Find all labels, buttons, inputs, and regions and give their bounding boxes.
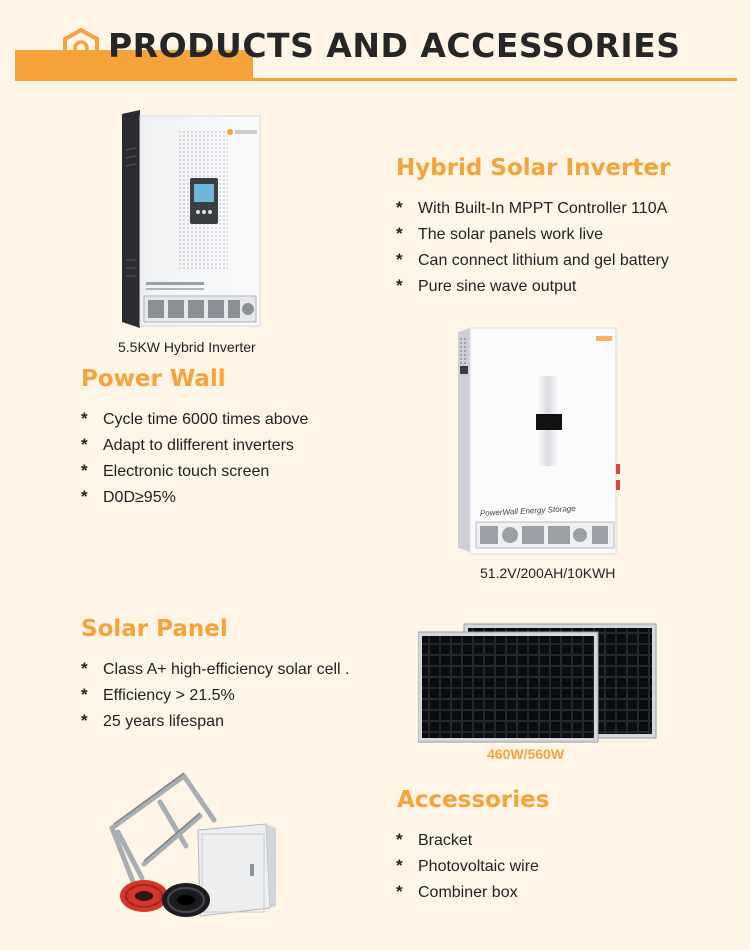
list-item: * Combiner box (396, 879, 539, 905)
list-item: * D0D≥95% (81, 484, 308, 510)
header-underline (15, 78, 737, 81)
inverter-caption: 5.5KW Hybrid Inverter (118, 339, 256, 355)
list-item: * Can connect lithium and gel battery (396, 247, 669, 273)
bullet-star: * (396, 224, 403, 243)
list-item: * Efficiency > 21.5% (81, 682, 349, 708)
accessories-feature-list (396, 827, 539, 905)
accessories-image (100, 768, 278, 922)
powerwall-label: PowerWall Energy Storage (479, 503, 576, 518)
bullet-star: * (396, 276, 403, 295)
list-item: * With Built-In MPPT Controller 110A (396, 195, 669, 221)
bullet-star: * (396, 882, 403, 901)
hybrid-inverter-image (118, 110, 266, 332)
powerwall-image (456, 326, 624, 558)
list-item: * Pure sine wave output (396, 273, 669, 299)
powerwall-caption: 51.2V/200AH/10KWH (480, 565, 616, 581)
list-item: * Photovoltaic wire (396, 853, 539, 879)
bullet-star: * (81, 487, 88, 506)
accessories-title: Accessories (397, 787, 550, 813)
bullet-star: * (81, 659, 88, 678)
bullet-star: * (81, 461, 88, 480)
list-item: * 25 years lifespan (81, 708, 349, 734)
bullet-star: * (81, 409, 88, 428)
powerwall-title: Power Wall (81, 366, 226, 392)
bullet-star: * (81, 685, 88, 704)
list-item: * Bracket (396, 827, 539, 853)
solar-feature-list (81, 656, 349, 734)
bullet-star: * (396, 856, 403, 875)
inverter-title: Hybrid Solar Inverter (396, 155, 671, 181)
solar-title: Solar Panel (81, 616, 228, 642)
list-item: * Adapt to dlifferent inverters (81, 432, 308, 458)
bullet-star: * (81, 711, 88, 730)
bullet-star: * (396, 830, 403, 849)
bullet-star: * (81, 435, 88, 454)
inverter-feature-list (396, 195, 669, 299)
bullet-star: * (396, 250, 403, 269)
list-item: * Electronic touch screen (81, 458, 308, 484)
solar-panels-image (418, 622, 658, 744)
list-item: * Class A+ high-efficiency solar cell . (81, 656, 349, 682)
list-item: * Cycle time 6000 times above (81, 406, 308, 432)
page-title: PRODUCTS AND ACCESSORIES (108, 26, 681, 65)
bullet-star: * (396, 198, 403, 217)
powerwall-feature-list (81, 406, 308, 510)
list-item: * The solar panels work live (396, 221, 669, 247)
hexagon-icon (62, 28, 100, 68)
solar-caption: 460W/560W (487, 746, 565, 762)
